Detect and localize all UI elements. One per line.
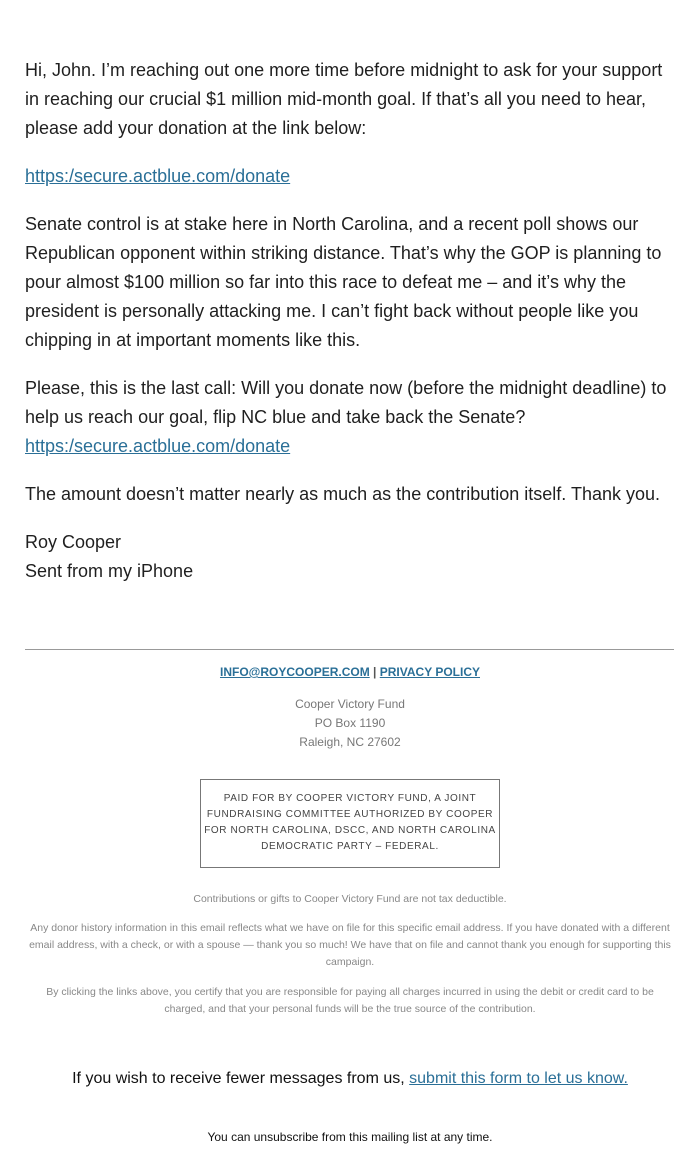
last-call-text: Please, this is the last call: Will you donate now (before the midnight deadline) to help us reach our goal, flip NC blue and take back the Senate? bbox=[25, 378, 667, 427]
address-po-box: PO Box 1190 bbox=[314, 716, 386, 730]
certify-note: By clicking the links above, you certify that you are responsible for paying all charges incurred in using the debit or credit card to be charged, and that your personal funds will be the true source of the contribution. bbox=[46, 986, 654, 1015]
unsubscribe-note: You can unsubscribe from this mailing list at any time. bbox=[207, 1130, 493, 1144]
privacy-policy-link[interactable]: PRIVACY POLICY bbox=[379, 665, 480, 679]
email-link[interactable]: INFO@ROYCOOPER.COM bbox=[219, 665, 370, 679]
signature-device: Sent from my iPhone bbox=[25, 561, 194, 581]
donate-link[interactable]: https:/secure.actblue.com/donate bbox=[25, 166, 291, 186]
mailing-address bbox=[25, 695, 675, 752]
footer bbox=[25, 664, 675, 1018]
fewer-messages-form-link[interactable]: submit this form to let us know. bbox=[409, 1070, 628, 1087]
donor-history-note: Any donor history information in this email reflects what we have on file for this specific email address. If you have donated with a different email address, with a check, or with a spouse — thank you so much! We have that on file and cannot thank you enough for supporting this campaign. bbox=[29, 922, 671, 968]
paid-for-disclaimer: PAID FOR BY COOPER VICTORY FUND, A JOINT FUNDRAISING COMMITTEE AUTHORIZED BY COOPER FOR NORTH CAROLINA, DSCC, AND NORTH CAROLINA DEMOCRATIC PARTY – FEDERAL. bbox=[200, 779, 500, 868]
last-call-paragraph bbox=[25, 374, 675, 461]
address-city: Raleigh, NC 27602 bbox=[299, 735, 401, 749]
signature bbox=[25, 528, 675, 586]
tax-deductible-note: Contributions or gifts to Cooper Victory Fund are not tax deductible. bbox=[193, 893, 507, 905]
address-org: Cooper Victory Fund bbox=[295, 697, 405, 711]
footer-links bbox=[25, 664, 675, 680]
fewer-messages-text: If you wish to receive fewer messages from us, bbox=[72, 1070, 405, 1087]
footer-divider bbox=[25, 649, 674, 650]
donate-link-inline[interactable]: https:/secure.actblue.com/donate bbox=[25, 436, 291, 456]
signature-name: Roy Cooper bbox=[25, 532, 122, 552]
email-body bbox=[25, 56, 675, 605]
footer-link-separator: | bbox=[373, 665, 377, 679]
fewer-messages-line bbox=[0, 1068, 700, 1090]
donate-link-paragraph bbox=[25, 162, 675, 191]
senate-control-paragraph: Senate control is at stake here in North Carolina, and a recent poll shows our Republican opponent within striking distance. That’s why the GOP is planning to pour almost $100 million so far into this race to defeat me – and it’s why the president is personally attacking me. I can’t fight back without people like you chipping in at important moments like this. bbox=[25, 214, 662, 350]
thank-you-paragraph: The amount doesn’t matter nearly as much as the contribution itself. Thank you. bbox=[25, 484, 661, 504]
greeting-paragraph: Hi, John. I’m reaching out one more time before midnight to ask for your support in reaching our crucial $1 million mid-month goal. If that’s all you need to hear, please add your donation at the link below: bbox=[25, 60, 663, 138]
